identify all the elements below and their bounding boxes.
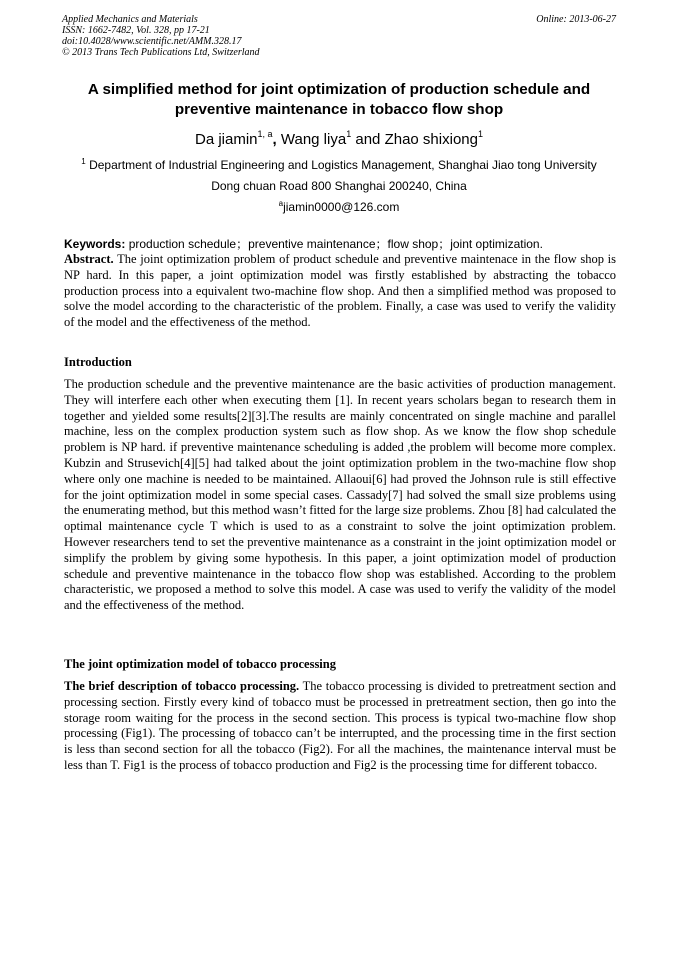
email-address: jiamin0000@126.com bbox=[283, 200, 400, 214]
issn-line: ISSN: 1662-7482, Vol. 328, pp 17-21 bbox=[62, 25, 210, 36]
author-superscript: 1 bbox=[346, 129, 352, 139]
paragraph-text: The tobacco processing is divided to pretreatment section and processing section. Firstly every kind of tobacco must be processed in pretreatment section, then go into the storage room waiting for the process in the second section. This process is typical two-machine flow shop processing (Fig1). The processing of tobacco can’t be interrupted, and the processing time in the first section is less than second section for all the tobacco (Fig2). For all the machines, the maintenance interval must be less than T. Fig1 is the process of tobacco production and Fig2 is the processing time for different tobacco. bbox=[64, 679, 616, 772]
keywords-label: Keywords: bbox=[64, 237, 126, 251]
keywords bbox=[64, 236, 616, 252]
author-separator: and bbox=[351, 131, 385, 148]
journal-name: Applied Mechanics and Materials bbox=[62, 14, 198, 25]
introduction-paragraph: The production schedule and the preventive maintenance are the basic activities of production management. They will interfere each other when executing them [1]. In recent years scholars began to research them in together and yielded some results[2][3].The results are mainly concentrated on single machine and parallel machine, less on the complex production system such as flow shop. As we know the flow shop schedule problem is NP hard. if preventive maintenance scheduling is added ,the problem will become more complex. Kubzin and Strusevich[4][5] had talked about the joint optimization problem in the two-machine flow shop where only one machine is needed to be maintained. Allaoui[6] had proved the Johnson rule is still effective for the joint optimization model in some special cases. Cassady[7] had solved the small size problems using the enumerating method, but this method wasn’t fitted for the large size problems. Zhou [8] had calculated the optimal maintenance cycle T which is used to as a constraint to solve the joint optimization problem. However researchers tend to set the preventive maintenance as a constraint in the joint optimization model or simplify the problem by giving some hypothesis. In this paper, a joint optimization model of production schedule and preventive maintenance in the tobacco flow shop was established. According to the problem characteristic, we proposed a method to solve this model. A case was used to verify the validity of the model and the effectiveness of the method. bbox=[64, 377, 616, 613]
author-name: Wang liya bbox=[280, 131, 347, 148]
paper-title: A simplified method for joint optimization of production schedule and preventive maintenance in tobacco flow shop bbox=[87, 81, 591, 118]
abstract-label: Abstract. bbox=[64, 252, 114, 266]
paragraph-lead: The brief description of tobacco processing. bbox=[64, 679, 300, 693]
author-separator: , bbox=[272, 131, 281, 148]
author-name: Da jiamin bbox=[194, 131, 258, 148]
introduction-heading: Introduction bbox=[64, 355, 132, 369]
abstract-text: The joint optimization problem of product schedule and preventive maintenace in the flow shop is NP hard. In this paper, a joint optimization model was firstly established by abstracting the tobacco production process into a equivalent two-machine flow shop. And then a simplified method was proposed to solve the model according to the characteristic of the problem. Finally, a case was used to verify the validity of the model and the effectiveness of the method. bbox=[64, 252, 616, 330]
email-superscript: a bbox=[278, 199, 284, 208]
doi-line: doi:10.4028/www.scientific.net/AMM.328.17 bbox=[62, 36, 242, 47]
section-paragraph bbox=[64, 679, 616, 774]
author-list bbox=[50, 130, 628, 150]
keywords-text: production schedule；preventive maintenance；flow shop；joint optimization. bbox=[125, 237, 543, 251]
affiliation-number: 1 bbox=[81, 157, 86, 166]
section-heading: The joint optimization model of tobacco processing bbox=[64, 657, 336, 671]
email-line bbox=[50, 199, 628, 215]
author-name: Zhao shixiong bbox=[384, 131, 478, 148]
affiliation-address: Dong chuan Road 800 Shanghai 200240, China bbox=[211, 179, 467, 193]
online-date: Online: 2013-06-27 bbox=[536, 14, 616, 25]
affiliation-text: Department of Industrial Engineering and Logistics Management, Shanghai Jiao tong University bbox=[89, 158, 597, 172]
abstract-paragraph bbox=[64, 252, 616, 331]
author-superscript: 1, a bbox=[257, 129, 273, 139]
copyright-line: © 2013 Trans Tech Publications Ltd, Switzerland bbox=[62, 47, 260, 58]
journal-header bbox=[62, 14, 616, 58]
author-superscript: 1 bbox=[477, 129, 483, 139]
affiliation-line-1 bbox=[50, 157, 628, 173]
